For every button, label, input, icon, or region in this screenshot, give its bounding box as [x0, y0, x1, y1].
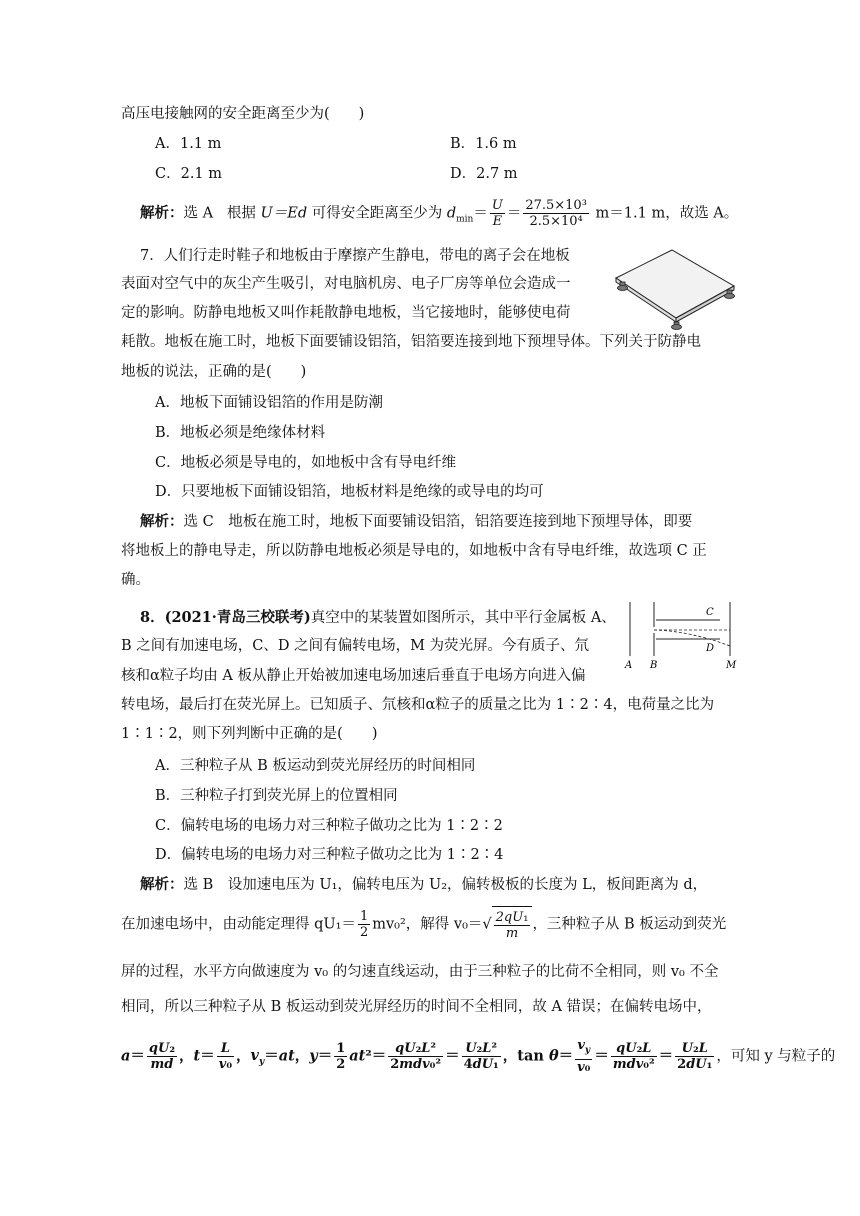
q7-line-2: 表面对空气中的灰尘产生吸引，对电脑机房、电子厂房等单位会造成一 [121, 276, 571, 292]
q6-answer: 解析：选 A 根据 U＝Ed 可得安全距离至少为 $d_{min}=$ $\frac{U}{E}$ ＝ $\frac{\text{27.5×10³}}{\text{2.5×10⁴}}$ m＝1.1 m，故选 A。 [140, 198, 739, 229]
q7-option-a: A．地板下面铺设铝箔的作用是防潮 [155, 395, 383, 411]
q6-option-d: D．2.7 m [450, 166, 518, 182]
answer-label: 解析： [140, 204, 184, 222]
q7-answer-line-2: 将地板上的静电导走，所以防静电地板必须是导电的，如地板中含有导电纤维，故选项 C 正 [121, 543, 707, 559]
apparatus-figure [620, 598, 740, 672]
q7-answer-line-1: 解析：选 C 地板在施工时，地板下面要铺设铝箔，铝箔要连接到地下预埋导体，即要 [140, 513, 693, 530]
label-d: D [706, 643, 715, 654]
q8-line-4: 转电场，最后打在荧光屏上。已知质子、氘核和α粒子的质量之比为 1∶2∶4，电荷量之比为 [121, 697, 715, 713]
q7-line-4: 耗散。地板在施工时，地板下面要铺设铝箔，铝箔要连接到地下预埋导体。下列关于防静电 [121, 334, 701, 350]
q6-option-a: A．1.1 m [155, 136, 222, 152]
q8-option-d: D．偏转电场的电场力对三种粒子做功之比为 1∶2∶4 [155, 847, 504, 863]
fraction: $\frac{\text{27.5×10³}}{\text{2.5×10⁴}}$ [525, 198, 587, 229]
q8-answer-line-2: 在加速电场中，由动能定理得 qU₁＝ $\frac{1}{2}$ mv₀²，解得 v₀＝√ $\frac{\text{2qU₁}}{m}$ ，三种粒子从 B 板运动到荧光 [121, 906, 726, 943]
label-b: B [650, 660, 658, 671]
q8-answer-line-3: 屏的过程，水平方向做速度为 v₀ 的匀速直线运动，由于三种粒子的比荷不全相同，则 v₀ 不全 [121, 964, 719, 980]
label-m: M [726, 660, 737, 671]
answer-text: 根据 [226, 205, 256, 222]
label-c: C [706, 607, 714, 618]
q6-option-c: C．2.1 m [155, 166, 223, 182]
q7-option-c: C．地板必须是导电的，如地板中含有导电纤维 [155, 455, 457, 471]
fraction: $\frac{U}{E}$ [491, 198, 503, 229]
q8-option-c: C．偏转电场的电场力对三种粒子做功之比为 1∶2∶2 [155, 818, 503, 834]
answer-text: m＝1.1 m，故选 A。 [595, 205, 739, 222]
q8-answer-line-4: 相同，所以三种粒子从 B 板运动到荧光屏经历的时间不全相同，故 A 错误；在偏转电场中， [121, 999, 712, 1015]
q7-answer-line-3: 确。 [121, 572, 150, 588]
q7-option-d: D．只要地板下面铺设铝箔，地板材料是绝缘的或导电的均可 [155, 484, 544, 500]
q8-answer-line-1: 解析：选 B 设加速电压为 U₁，偏转电压为 U₂，偏转极板的长度为 L，板间距离为 d， [140, 876, 708, 893]
q8-option-b: B．三种粒子打到荧光屏上的位置相同 [155, 788, 398, 804]
q8-line-5: 1∶1∶2，则下列判断中正确的是( ) [121, 726, 378, 742]
q7-option-b: B．地板必须是绝缘体材料 [155, 425, 326, 441]
q7-line-5: 地板的说法，正确的是( ) [121, 364, 307, 380]
q8-option-a: A．三种粒子从 B 板运动到荧光屏经历的时间相同 [155, 758, 476, 774]
q8-line-3: 核和α粒子均由 A 板从静止开始被加速电场加速后垂直于电场方向进入偏 [121, 668, 586, 684]
antistatic-floor-figure [610, 246, 740, 331]
q8-answer-line-5: a＝ $\frac{\text{qU₂}}{md}$ ，t＝ $\frac{L}{\text{v₀}}$ ，$v_y=at$，y＝ $\frac{1}{2}$ at²＝ $\frac{\text{qU₂L²}}{\text{2mdv₀²}}$ ＝ $\frac{\text{U₂L²}}{\text{4dU₁}}$ ，tan θ＝ $\frac{v_y}{\text{v₀}}$ ＝ $\frac{\text{qU₂L}}{\text{mdv₀²}}$ ＝ $\frac{\text{U₂L}}{\text{2dU₁}}$ ，可知 y 与粒子的 [121, 1038, 836, 1075]
q6-stem: 高压电接触网的安全距离至少为( ) [121, 106, 365, 122]
q6-option-b: B．1.6 m [450, 136, 517, 152]
answer-choice: 选 A [183, 205, 214, 222]
q8-line-1: 8．(2021·青岛三校联考)真空中的某装置如图所示，其中平行金属板 A、 [140, 609, 616, 626]
formula: U＝Ed [260, 205, 308, 222]
q8-line-2: B 之间有加速电场，C、D 之间有偏转电场，M 为荧光屏。今有质子、氘 [121, 638, 590, 654]
q7-line-3: 定的影响。防静电地板又叫作耗散静电地板，当它接地时，能够使电荷 [121, 305, 571, 321]
answer-text: 可得安全距离至少为 [311, 205, 443, 222]
q7-line-1: 7．人们行走时鞋子和地板由于摩擦产生静电，带电的离子会在地板 [140, 248, 570, 264]
label-a: A [625, 660, 633, 671]
